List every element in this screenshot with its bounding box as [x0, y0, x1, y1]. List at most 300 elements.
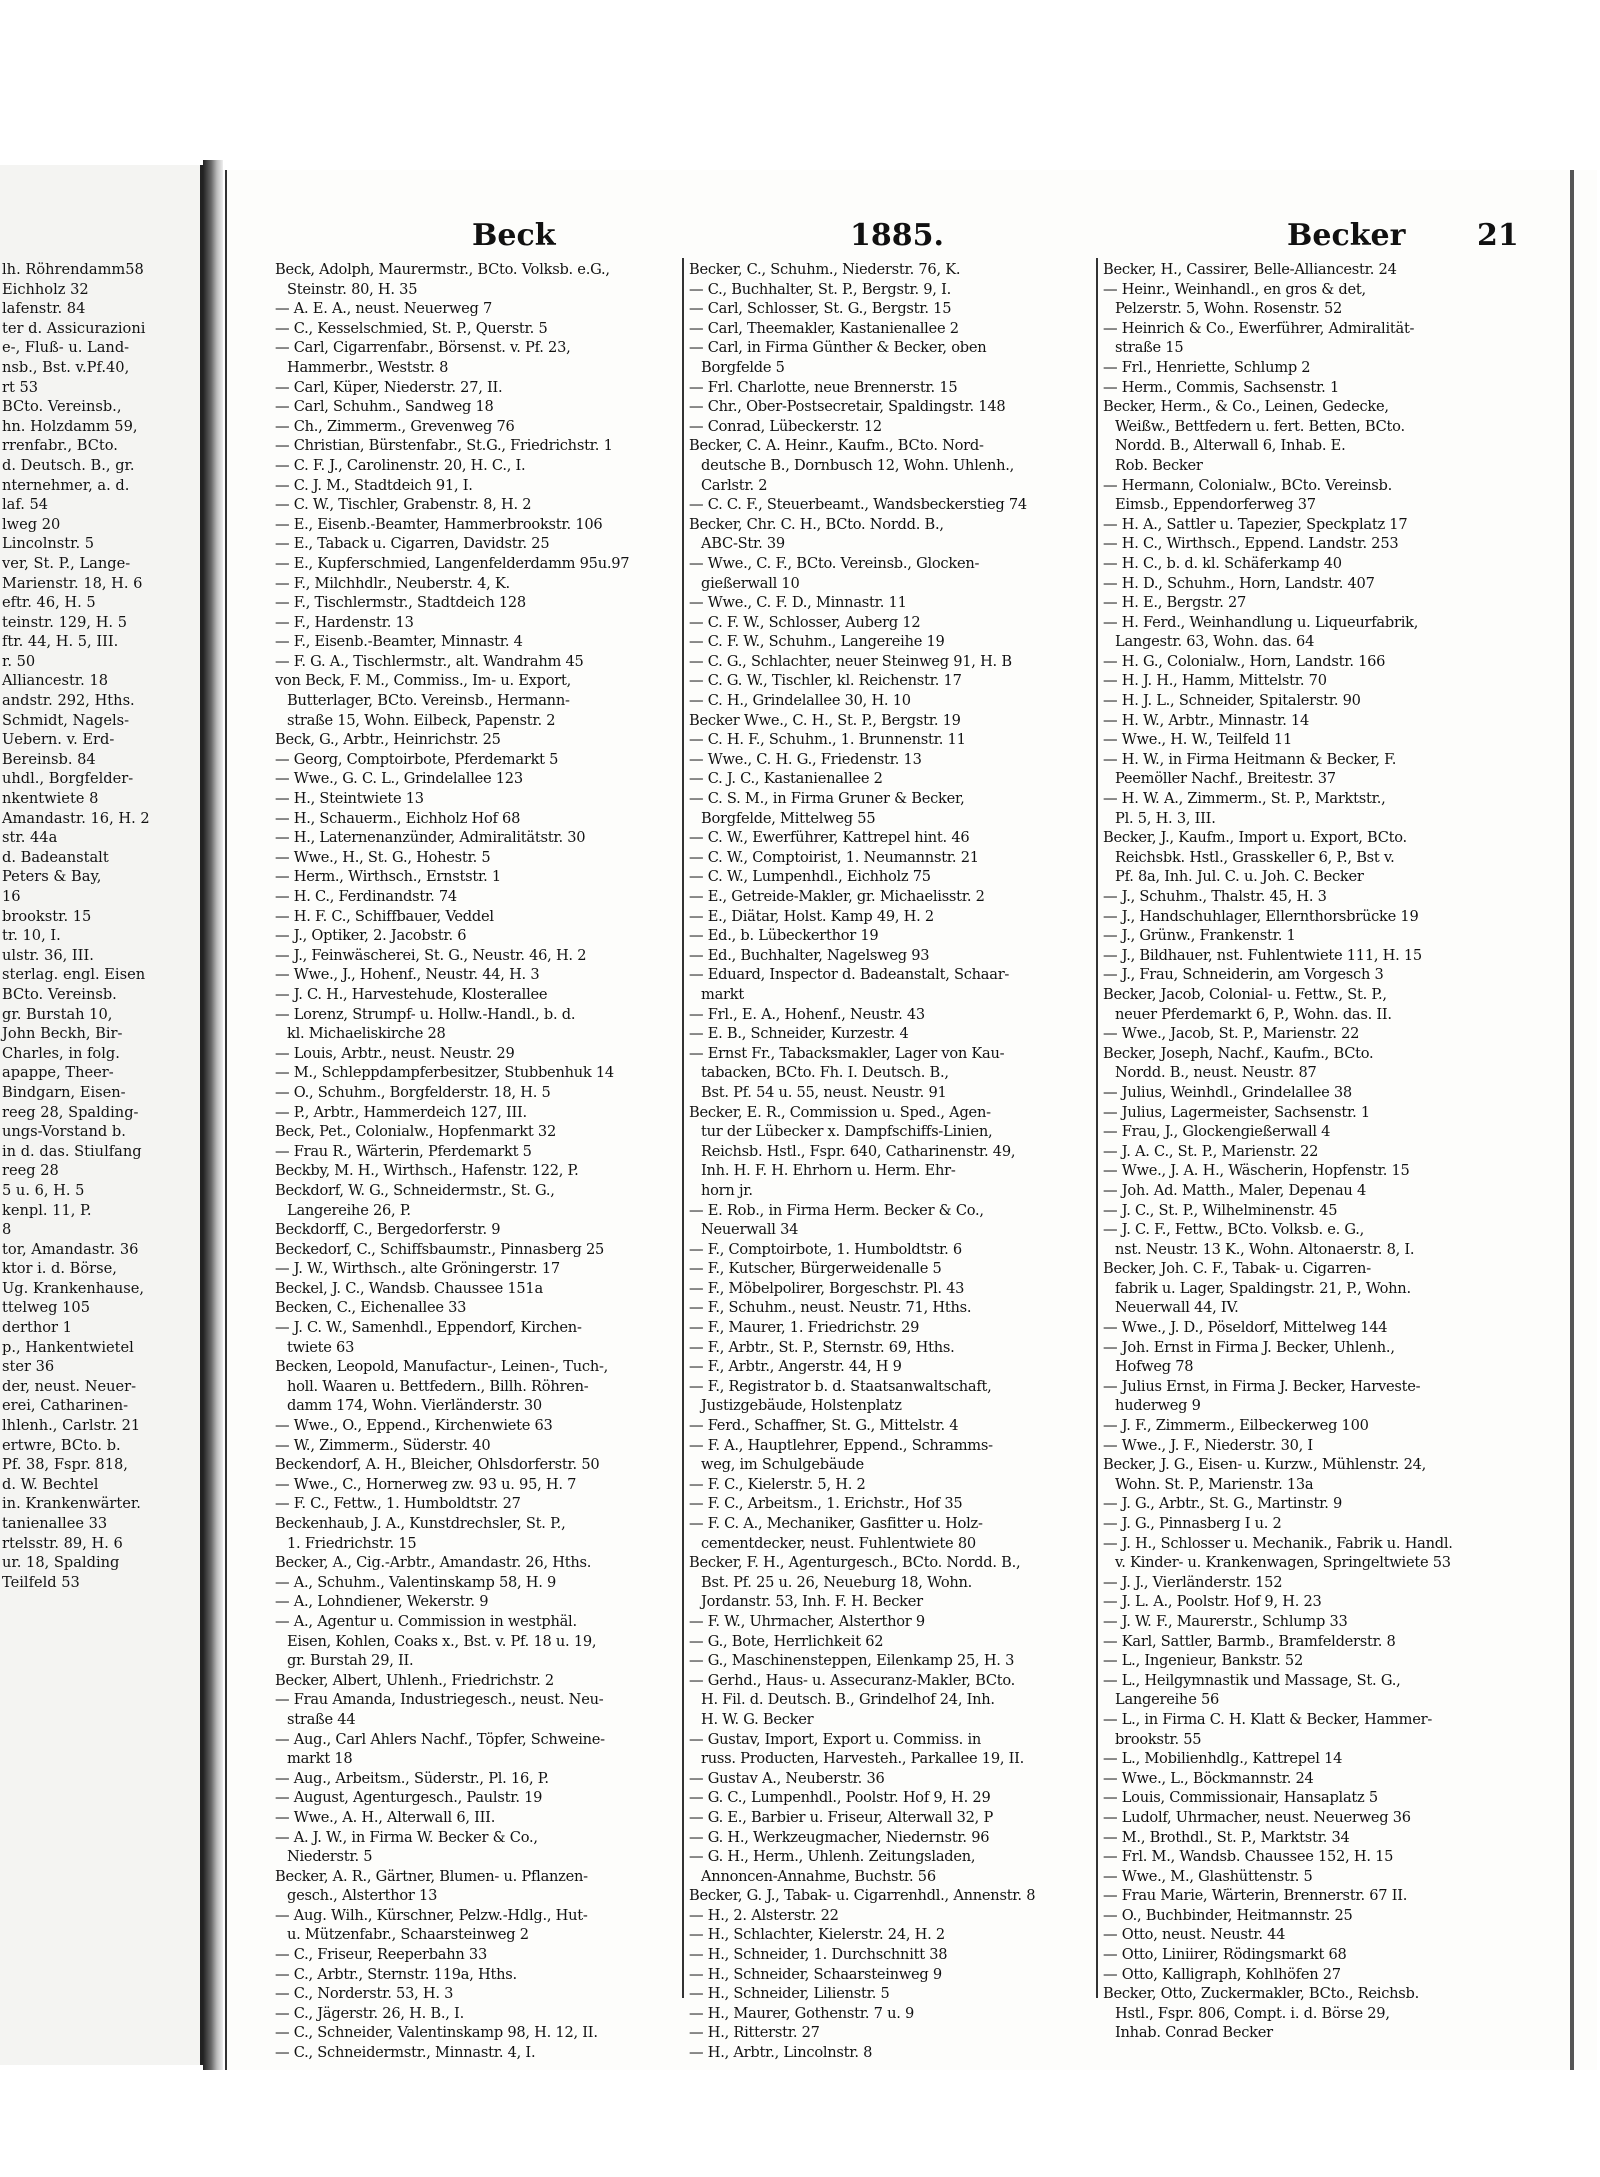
directory-entry: — Frl., Henriette, Schlump 2 — [1103, 358, 1311, 376]
directory-entry: — F., Eisenb.-Beamter, Minnastr. 4 — [275, 633, 523, 651]
directory-entry: — Wwe., L., Böckmannstr. 24 — [1103, 1769, 1314, 1787]
directory-entry: — Wwe., C. F. D., Minnastr. 11 — [689, 594, 907, 612]
entry-continuation: u. Mützenfabr., Schaarsteinweg 2 — [287, 1926, 529, 1944]
directory-entry: — E. Rob., in Firma Herm. Becker & Co., — [689, 1201, 984, 1219]
directory-entry: — Carl, Schuhm., Sandweg 18 — [275, 398, 494, 416]
directory-entry: — L., in Firma C. H. Klatt & Becker, Hammer- — [1103, 1710, 1433, 1728]
directory-entry: — F. W., Uhrmacher, Alsterthor 9 — [689, 1612, 925, 1630]
directory-entry: Beckedorf, C., Schiffsbaumstr., Pinnasberg 25 — [275, 1240, 605, 1258]
directory-entry: — F., Hardenstr. 13 — [275, 613, 414, 631]
entry-continuation: ABC-Str. 39 — [701, 535, 785, 553]
directory-entry: — J., Bildhauer, nst. Fuhlentwiete 111, H. 15 — [1103, 946, 1422, 964]
directory-entry: — H. W., in Firma Heitmann & Becker, F. — [1103, 750, 1397, 768]
directory-entry: — H. C., Wirthsch., Eppend. Landstr. 253 — [1103, 535, 1399, 553]
directory-entry: — Frl. Charlotte, neue Brennerstr. 15 — [689, 378, 958, 396]
fragment-line: e-, Fluß- u. Land- — [2, 339, 130, 357]
directory-entry: — G. C., Lumpenhdl., Poolstr. Hof 9, H. 29 — [689, 1789, 991, 1807]
directory-entry: — E., Eisenb.-Beamter, Hammerbrookstr. 106 — [275, 515, 603, 533]
fragment-line: ur. 18, Spalding — [2, 1554, 120, 1572]
entry-continuation: v. Kinder- u. Krankenwagen, Springeltwiete 53 — [1115, 1554, 1451, 1572]
fragment-line: andstr. 292, Hths. — [2, 692, 135, 710]
directory-entry: Beckby, M. H., Wirthsch., Hafenstr. 122, P. — [275, 1162, 579, 1180]
entry-continuation: holl. Waaren u. Bettfedern., Billh. Röhren- — [287, 1377, 589, 1395]
directory-entry: — G. H., Werkzeugmacher, Niedernstr. 96 — [689, 1828, 990, 1846]
fragment-line: gr. Burstah 10, — [2, 1005, 113, 1023]
directory-entry: — J., Schuhm., Thalstr. 45, H. 3 — [1103, 888, 1327, 905]
entry-continuation: Nordd. B., neust. Neustr. 87 — [1115, 1064, 1317, 1082]
fragment-line: Lincolnstr. 5 — [2, 535, 95, 553]
fragment-line: lweg 20 — [2, 515, 61, 533]
entry-continuation: horn jr. — [701, 1181, 753, 1199]
entry-continuation: Pf. 8a, Inh. Jul. C. u. Joh. C. Becker — [1115, 868, 1364, 886]
running-head-year: 1885. — [850, 218, 944, 253]
directory-entry: — Louis, Arbtr., neust. Neustr. 29 — [275, 1044, 515, 1062]
fragment-line: nternehmer, a. d. — [2, 476, 130, 494]
directory-entry: — Aug., Arbeitsm., Süderstr., Pl. 16, P. — [275, 1769, 549, 1787]
directory-entry: — Chr., Ober-Postsecretair, Spaldingstr. 148 — [689, 398, 1006, 416]
directory-entry: — G. H., Herm., Uhlenh. Zeitungsladen, — [689, 1848, 976, 1866]
directory-entry: — F. C., Arbeitsm., 1. Erichstr., Hof 35 — [689, 1495, 963, 1513]
directory-entry: Beck, Pet., Colonialw., Hopfenmarkt 32 — [275, 1123, 556, 1141]
directory-entry: Becker, E. R., Commission u. Sped., Agen- — [689, 1103, 991, 1121]
directory-entry: Becker, A. R., Gärtner, Blumen- u. Pflanzen- — [275, 1867, 588, 1885]
directory-entry: Becken, Leopold, Manufactur-, Leinen-, Tuch-, — [275, 1358, 609, 1376]
directory-entry: — H. Ferd., Weinhandlung u. Liqueurfabrik, — [1103, 613, 1419, 631]
directory-entry: von Beck, F. M., Commiss., Im- u. Export, — [275, 672, 571, 690]
fragment-line: reeg 28 — [2, 1162, 59, 1180]
directory-page — [225, 170, 1597, 2070]
fragment-line: lhlenh., Carlstr. 21 — [2, 1417, 141, 1435]
entry-continuation: Peemöller Nachf., Breitestr. 37 — [1115, 770, 1336, 788]
fragment-line: ktor i. d. Börse, — [2, 1260, 117, 1278]
fragment-line: eftr. 46, H. 5 — [2, 594, 96, 612]
directory-entry: — H., Schneider, Lilienstr. 5 — [689, 1985, 890, 2003]
entry-continuation: nst. Neustr. 13 K., Wohn. Altonaerstr. 8, I. — [1115, 1240, 1415, 1258]
directory-entry: — O., Buchbinder, Heitmannstr. 25 — [1103, 1906, 1353, 1924]
entry-continuation: Borgfelde, Mittelweg 55 — [701, 809, 876, 827]
fragment-line: BCto. Vereinsb. — [2, 985, 117, 1003]
entry-continuation: H. W. G. Becker — [701, 1710, 814, 1728]
directory-entry: — W., Zimmerm., Süderstr. 40 — [275, 1436, 491, 1454]
fragment-line: rrenfabr., BCto. — [2, 437, 118, 455]
directory-entry: — J., Optiker, 2. Jacobstr. 6 — [275, 927, 467, 945]
entry-continuation: straße 44 — [287, 1710, 356, 1728]
directory-entry: — P., Arbtr., Hammerdeich 127, III. — [275, 1103, 527, 1121]
fragment-line: d. Badeanstalt — [2, 848, 109, 866]
directory-entry: — H. D., Schuhm., Horn, Landstr. 407 — [1103, 574, 1375, 592]
entry-continuation: Bst. Pf. 54 u. 55, neust. Neustr. 91 — [701, 1083, 947, 1101]
fragment-line: ftr. 44, H. 5, III. — [2, 633, 119, 651]
fragment-line: ver, St. P., Lange- — [2, 554, 131, 572]
directory-entry: — Carl, in Firma Günther & Becker, oben — [689, 339, 987, 357]
directory-entry: Becker, J., Kaufm., Import u. Export, BCto. — [1103, 829, 1407, 847]
running-head-left: Beck — [472, 218, 556, 253]
entry-continuation: straße 15 — [1115, 339, 1184, 357]
fragment-line: Teilfeld 53 — [2, 1573, 80, 1591]
directory-entry: — C. H. F., Schuhm., 1. Brunnenstr. 11 — [689, 731, 966, 749]
fragment-line: Bindgarn, Eisen- — [2, 1083, 126, 1101]
fragment-line: ertwre, BCto. b. — [2, 1436, 121, 1454]
entry-continuation: tur der Lübecker x. Dampfschiffs-Linien, — [701, 1123, 993, 1141]
directory-entry: — J. W. F., Maurerstr., Schlump 33 — [1103, 1612, 1348, 1630]
directory-entry: Beckenhaub, J. A., Kunstdrechsler, St. P., — [275, 1515, 566, 1532]
fragment-line: Charles, in folg. — [2, 1044, 120, 1062]
directory-entry: — H., Steintwiete 13 — [275, 790, 424, 808]
directory-entry: — J. W., Wirthsch., alte Gröningerstr. 17 — [275, 1260, 560, 1278]
directory-entry: — O., Schuhm., Borgfelderstr. 18, H. 5 — [275, 1083, 551, 1101]
previous-page-text — [0, 260, 198, 1592]
entry-continuation: neuer Pferdemarkt 6, P., Wohn. das. II. — [1115, 1005, 1392, 1023]
directory-entry: — C. W., Lumpenhdl., Eichholz 75 — [689, 868, 931, 886]
directory-entry: Beck, G., Arbtr., Heinrichstr. 25 — [275, 731, 501, 749]
directory-entry: — J. C. H., Harvestehude, Klosterallee — [275, 985, 548, 1003]
fragment-line: ter d. Assicurazioni — [2, 319, 146, 337]
entry-continuation: Hammerbr., Weststr. 8 — [287, 358, 449, 376]
directory-entry: — Julius Ernst, in Firma J. Becker, Harveste- — [1103, 1377, 1421, 1395]
entry-continuation: Reichsb. Hstl., Fspr. 640, Catharinenstr. 49, — [701, 1142, 1016, 1160]
fragment-line: d. Deutsch. B., gr. — [2, 456, 135, 474]
entry-continuation: Steinstr. 80, H. 35 — [287, 280, 418, 298]
directory-entry: — C., Friseur, Reeperbahn 33 — [275, 1946, 488, 1964]
fragment-line: Alliancestr. 18 — [2, 672, 109, 690]
directory-entry: — Gustav, Import, Export u. Commiss. in — [689, 1730, 982, 1748]
directory-entry: — Carl, Schlosser, St. G., Bergstr. 15 — [689, 300, 952, 318]
directory-entry: — F., Arbtr., Angerstr. 44, H 9 — [689, 1358, 902, 1376]
directory-entry: — C. W., Tischler, Grabenstr. 8, H. 2 — [275, 496, 532, 514]
directory-entry: — J. J., Vierländerstr. 152 — [1103, 1573, 1283, 1591]
directory-entry: — Ernst Fr., Tabacksmakler, Lager von Kau- — [689, 1044, 1005, 1062]
directory-entry: — F., Tischlermstr., Stadtdeich 128 — [275, 594, 526, 612]
directory-entry: — G., Maschinensteppen, Eilenkamp 25, H. 3 — [689, 1652, 1015, 1670]
directory-entry: — Frau R., Wärterin, Pferdemarkt 5 — [275, 1142, 532, 1160]
directory-entry: — J. L. A., Poolstr. Hof 9, H. 23 — [1103, 1593, 1322, 1611]
directory-entry: Becker, G. J., Tabak- u. Cigarrenhdl., Annenstr. 8 — [689, 1887, 1036, 1905]
directory-entry: — H., Schlachter, Kielerstr. 24, H. 2 — [689, 1926, 945, 1944]
directory-entry: — G., Bote, Herrlichkeit 62 — [689, 1632, 884, 1650]
directory-entry: — Ed., b. Lübeckerthor 19 — [689, 927, 879, 945]
directory-entry: — H., Schauerm., Eichholz Hof 68 — [275, 809, 521, 827]
fragment-line: 5 u. 6, H. 5 — [2, 1181, 85, 1199]
entry-continuation: Neuerwall 44, IV. — [1115, 1299, 1239, 1317]
directory-entry: Becker, F. H., Agenturgesch., BCto. Nordd. B., — [689, 1554, 1021, 1572]
entry-continuation: Nordd. B., Alterwall 6, Inhab. E. — [1115, 437, 1346, 455]
directory-entry: Becker, Otto, Zuckermakler, BCto., Reichsb. — [1103, 1985, 1419, 2003]
directory-entry: — Wwe., J. F., Niederstr. 30, I — [1103, 1436, 1313, 1454]
directory-entry: — Gustav A., Neuberstr. 36 — [689, 1769, 885, 1787]
directory-entry: — C. C. F., Steuerbeamt., Wandsbeckerstieg 74 — [689, 496, 1027, 514]
entry-continuation: Pelzerstr. 5, Wohn. Rosenstr. 52 — [1115, 300, 1343, 318]
directory-entry: Becken, C., Eichenallee 33 — [275, 1299, 467, 1317]
directory-entry: — M., Schleppdampferbesitzer, Stubbenhuk 14 — [275, 1064, 614, 1082]
directory-entry: — H., Schneider, Schaarsteinweg 9 — [689, 1965, 942, 1983]
directory-entry: — Herm., Commis, Sachsenstr. 1 — [1103, 378, 1339, 396]
fragment-line: rtelsstr. 89, H. 6 — [2, 1534, 123, 1552]
entry-continuation: cementdecker, neust. Fuhlentwiete 80 — [701, 1534, 976, 1552]
fragment-line: 16 — [2, 888, 21, 905]
directory-entry: — H., Schneider, 1. Durchschnitt 38 — [689, 1946, 948, 1964]
directory-entry: — A., Lohndiener, Wekerstr. 9 — [275, 1593, 489, 1611]
fragment-line: brookstr. 15 — [2, 907, 92, 925]
directory-entry: — A., Schuhm., Valentinskamp 58, H. 9 — [275, 1573, 557, 1591]
fragment-line: laf. 54 — [2, 496, 49, 514]
entry-continuation: Eimsb., Eppendorferweg 37 — [1115, 496, 1316, 514]
directory-entry: — Karl, Sattler, Barmb., Bramfelderstr. 8 — [1103, 1632, 1396, 1650]
directory-entry: — Frau, J., Glockengießerwall 4 — [1103, 1123, 1331, 1141]
directory-entry: — Wwe., C. H. G., Friedenstr. 13 — [689, 750, 922, 768]
page-number: 21 — [1477, 218, 1519, 253]
entry-continuation: Inh. H. F. H. Ehrhorn u. Herm. Ehr- — [701, 1162, 956, 1180]
entry-continuation: markt 18 — [287, 1750, 353, 1768]
entry-continuation: damm 174, Wohn. Vierländerstr. 30 — [287, 1397, 542, 1415]
directory-entry: — Frau Marie, Wärterin, Brennerstr. 67 II. — [1103, 1887, 1408, 1905]
column-2 — [689, 260, 1089, 2062]
directory-entry: — J. G., Arbtr., St. G., Martinstr. 9 — [1103, 1495, 1343, 1513]
directory-entry: — H. J. L., Schneider, Spitalerstr. 90 — [1103, 692, 1361, 710]
directory-entry: — Wwe., G. C. L., Grindelallee 123 — [275, 770, 523, 788]
directory-entry: — Wwe., C. F., BCto. Vereinsb., Glocken- — [689, 554, 980, 572]
fragment-line: nkentwiete 8 — [2, 790, 99, 808]
directory-entry: — Wwe., H. W., Teilfeld 11 — [1103, 731, 1292, 749]
directory-entry: — Heinr., Weinhandl., en gros & det, — [1103, 280, 1366, 298]
directory-entry: — Carl, Cigarrenfabr., Börsenst. v. Pf. 23, — [275, 339, 571, 357]
directory-entry: — H., 2. Alsterstr. 22 — [689, 1906, 839, 1924]
directory-entry: — F. C., Kielerstr. 5, H. 2 — [689, 1475, 866, 1493]
directory-entry: Becker, Jacob, Colonial- u. Fettw., St. P., — [1103, 985, 1387, 1003]
entry-continuation: deutsche B., Dornbusch 12, Wohn. Uhlenh., — [701, 456, 1015, 474]
directory-entry: — J., Grünw., Frankenstr. 1 — [1103, 927, 1296, 945]
entry-continuation: Butterlager, BCto. Vereinsb., Hermann- — [287, 692, 570, 710]
directory-entry: — Ed., Buchhalter, Nagelsweg 93 — [689, 946, 930, 964]
directory-entry: — C. F. W., Schlosser, Auberg 12 — [689, 613, 921, 631]
directory-entry: Beckel, J. C., Wandsb. Chaussee 151a — [275, 1279, 543, 1297]
directory-entry: — A. E. A., neust. Neuerweg 7 — [275, 300, 493, 318]
running-head-right: Becker — [1287, 218, 1406, 253]
directory-entry: — H. W. A., Zimmerm., St. P., Marktstr., — [1103, 790, 1386, 808]
fragment-line: Marienstr. 18, H. 6 — [2, 574, 143, 592]
directory-entry: — Wwe., J. D., Pöseldorf, Mittelweg 144 — [1103, 1319, 1388, 1337]
directory-entry: — Conrad, Lübeckerstr. 12 — [689, 417, 882, 435]
directory-entry: — Christian, Bürstenfabr., St.G., Friedrichstr. 1 — [275, 437, 613, 455]
entry-continuation: tabacken, BCto. Fh. I. Deutsch. B., — [701, 1064, 949, 1082]
entry-continuation: Wohn. St. P., Marienstr. 13a — [1115, 1475, 1314, 1493]
entry-continuation: kl. Michaeliskirche 28 — [287, 1025, 446, 1043]
book-gutter — [203, 160, 223, 2070]
directory-entry: — C. J. M., Stadtdeich 91, I. — [275, 476, 473, 494]
fragment-line: ulstr. 36, III. — [2, 946, 94, 964]
directory-entry: — F., Schuhm., neust. Neustr. 71, Hths. — [689, 1299, 972, 1317]
directory-entry: — J. C., St. P., Wilhelminenstr. 45 — [1103, 1201, 1338, 1219]
directory-entry: — F., Möbelpolirer, Borgeschstr. Pl. 43 — [689, 1279, 965, 1297]
directory-entry: — C. F. J., Carolinenstr. 20, H. C., I. — [275, 456, 526, 474]
entry-continuation: Borgfelde 5 — [701, 358, 785, 376]
fragment-line: 8 — [2, 1221, 12, 1239]
entry-continuation: Annoncen-Annahme, Buchstr. 56 — [701, 1867, 936, 1885]
directory-entry: — H. C., b. d. kl. Schäferkamp 40 — [1103, 554, 1342, 572]
directory-entry: — H. G., Colonialw., Horn, Landstr. 166 — [1103, 652, 1386, 670]
directory-entry: — C. J. C., Kastanienallee 2 — [689, 770, 883, 788]
directory-entry: — Wwe., C., Hornerweg zw. 93 u. 95, H. 7 — [275, 1475, 577, 1493]
directory-entry: — Carl, Küper, Niederstr. 27, II. — [275, 378, 503, 396]
directory-entry: — Aug. Wilh., Kürschner, Pelzw.-Hdlg., Hut- — [275, 1906, 588, 1924]
fragment-line: teinstr. 129, H. 5 — [2, 613, 127, 631]
directory-entry: — M., Brothdl., St. P., Marktstr. 34 — [1103, 1828, 1350, 1846]
entry-continuation: Langereihe 56 — [1115, 1691, 1220, 1709]
fragment-line: Amandastr. 16, H. 2 — [2, 809, 150, 827]
directory-entry: — Ludolf, Uhrmacher, neust. Neuerweg 36 — [1103, 1808, 1411, 1826]
directory-entry: — August, Agenturgesch., Paulstr. 19 — [275, 1789, 543, 1807]
directory-entry: — H., Ritterstr. 27 — [689, 2024, 820, 2042]
directory-entry: — H., Laternenanzünder, Admiralitätstr. 30 — [275, 829, 586, 847]
fragment-line: nsb., Bst. v.Pf.40, — [2, 358, 130, 376]
directory-entry: — H. F. C., Schiffbauer, Veddel — [275, 907, 494, 925]
directory-entry: — Hermann, Colonialw., BCto. Vereinsb. — [1103, 476, 1393, 494]
directory-entry: — F. C., Fettw., 1. Humboldtstr. 27 — [275, 1495, 521, 1513]
directory-entry: Becker, A., Cig.-Arbtr., Amandastr. 26, Hths. — [275, 1554, 592, 1572]
directory-entry: — J., Feinwäscherei, St. G., Neustr. 46, H. 2 — [275, 946, 587, 964]
fragment-line: Ug. Krankenhause, — [2, 1279, 145, 1297]
column-divider — [682, 258, 684, 1998]
entry-continuation: Justizgebäude, Holstenplatz — [701, 1397, 902, 1415]
directory-entry: — Frl. M., Wandsb. Chaussee 152, H. 15 — [1103, 1848, 1394, 1866]
directory-entry: — Wwe., O., Eppend., Kirchenwiete 63 — [275, 1417, 553, 1435]
directory-entry: — Wwe., A. H., Alterwall 6, III. — [275, 1808, 496, 1826]
directory-entry: — C. G. W., Tischler, kl. Reichenstr. 17 — [689, 672, 962, 690]
directory-entry: — C., Schneider, Valentinskamp 98, H. 12, II. — [275, 2024, 598, 2042]
directory-entry: Becker, J. G., Eisen- u. Kurzw., Mühlenstr. 24, — [1103, 1456, 1427, 1474]
directory-entry: — E., Kupferschmied, Langenfelderdamm 95u.97 — [275, 554, 630, 572]
fragment-line: sterlag. engl. Eisen — [2, 966, 146, 984]
directory-entry: — Frl., E. A., Hohenf., Neustr. 43 — [689, 1005, 925, 1023]
directory-entry: — J., Frau, Schneiderin, am Vorgesch 3 — [1103, 966, 1384, 984]
directory-entry: — Wwe., M., Glashüttenstr. 5 — [1103, 1867, 1313, 1885]
directory-entry: — G. E., Barbier u. Friseur, Alterwall 32, P — [689, 1808, 994, 1826]
directory-entry: — H., Maurer, Gothenstr. 7 u. 9 — [689, 2004, 915, 2022]
fragment-line: apappe, Theer- — [2, 1064, 114, 1082]
directory-entry: Becker, Joh. C. F., Tabak- u. Cigarren- — [1103, 1260, 1371, 1278]
directory-entry: — F., Kutscher, Bürgerweidenalle 5 — [689, 1260, 942, 1278]
directory-entry: — Wwe., J., Hohenf., Neustr. 44, H. 3 — [275, 966, 540, 984]
fragment-line: John Beckh, Bir- — [2, 1025, 123, 1043]
fragment-line: reeg 28, Spalding- — [2, 1103, 139, 1121]
entry-continuation: Carlstr. 2 — [701, 476, 768, 494]
directory-entry: — L., Mobilienhdlg., Kattrepel 14 — [1103, 1750, 1343, 1768]
fragment-line: ster 36 — [2, 1358, 55, 1376]
entry-continuation: straße 15, Wohn. Eilbeck, Papenstr. 2 — [287, 711, 556, 729]
directory-entry: — J. H., Schlosser u. Mechanik., Fabrik u. Handl. — [1103, 1534, 1453, 1552]
entry-continuation: fabrik u. Lager, Spaldingstr. 21, P., Wohn. — [1115, 1279, 1411, 1297]
directory-entry: Becker, H., Cassirer, Belle-Alliancestr. 24 — [1103, 261, 1397, 278]
directory-entry: — F. A., Hauptlehrer, Eppend., Schramms- — [689, 1436, 993, 1454]
entry-continuation: Inhab. Conrad Becker — [1115, 2024, 1273, 2042]
directory-entry: — L., Heilgymnastik und Massage, St. G., — [1103, 1671, 1401, 1689]
directory-entry: — Ch., Zimmerm., Grevenweg 76 — [275, 417, 515, 435]
directory-entry: — E. B., Schneider, Kurzestr. 4 — [689, 1025, 909, 1043]
directory-entry: — Wwe., J. A. H., Wäscherin, Hopfenstr. 15 — [1103, 1162, 1410, 1180]
directory-entry: — J. F., Zimmerm., Eilbeckerweg 100 — [1103, 1417, 1369, 1435]
entry-continuation: 1. Friedrichstr. 15 — [287, 1534, 417, 1552]
column-3 — [1103, 260, 1503, 2042]
fragment-line: tor, Amandastr. 36 — [2, 1240, 139, 1258]
entry-continuation: Langereihe 26, P. — [287, 1201, 411, 1219]
directory-entry: — E., Diätar, Holst. Kamp 49, H. 2 — [689, 907, 934, 925]
directory-entry: — C., Norderstr. 53, H. 3 — [275, 1985, 454, 2003]
directory-entry: — Wwe., H., St. G., Hohestr. 5 — [275, 848, 491, 866]
fragment-line: r. 50 — [2, 652, 36, 670]
directory-entry: — C. W., Comptoirist, 1. Neumannstr. 21 — [689, 848, 979, 866]
directory-entry: — F., Comptoirbote, 1. Humboldtstr. 6 — [689, 1240, 962, 1258]
entry-continuation: gesch., Alsterthor 13 — [287, 1887, 438, 1905]
directory-entry: — Herm., Wirthsch., Ernststr. 1 — [275, 868, 501, 886]
directory-entry: — A. J. W., in Firma W. Becker & Co., — [275, 1828, 538, 1846]
directory-entry: — F., Maurer, 1. Friedrichstr. 29 — [689, 1319, 920, 1337]
entry-continuation: russ. Producten, Harvesteh., Parkallee 19, II. — [701, 1750, 1025, 1768]
fragment-line: str. 44a — [2, 829, 58, 847]
directory-entry: — F., Milchhdlr., Neuberstr. 4, K. — [275, 574, 510, 592]
directory-entry: — J. G., Pinnasberg I u. 2 — [1103, 1515, 1282, 1532]
directory-entry: — E., Taback u. Cigarren, Davidstr. 25 — [275, 535, 550, 553]
fragment-line: kenpl. 11, P. — [2, 1201, 92, 1219]
directory-entry: — Ferd., Schaffner, St. G., Mittelstr. 4 — [689, 1417, 959, 1435]
directory-entry: — Otto, neust. Neustr. 44 — [1103, 1926, 1286, 1944]
entry-continuation: Weißw., Bettfedern u. fert. Betten, BCto. — [1115, 417, 1405, 435]
entry-continuation: Bst. Pf. 25 u. 26, Neueburg 18, Wohn. — [701, 1573, 973, 1591]
directory-entry: — C., Jägerstr. 26, H. B., I. — [275, 2004, 464, 2022]
directory-entry: — C., Buchhalter, St. P., Bergstr. 9, I. — [689, 280, 951, 298]
fragment-line: d. W. Bechtel — [2, 1475, 99, 1493]
entry-continuation: Hofweg 78 — [1115, 1358, 1194, 1376]
entry-continuation: Pl. 5, H. 3, III. — [1115, 809, 1216, 827]
entry-continuation: Jordanstr. 53, Inh. F. H. Becker — [701, 1593, 923, 1611]
directory-entry: — Joh. Ernst in Firma J. Becker, Uhlenh., — [1103, 1338, 1395, 1356]
directory-entry: — Georg, Comptoirbote, Pferdemarkt 5 — [275, 750, 559, 768]
directory-entry: — Aug., Carl Ahlers Nachf., Töpfer, Schweine- — [275, 1730, 605, 1748]
directory-entry: — Julius, Lagermeister, Sachsenstr. 1 — [1103, 1103, 1370, 1121]
directory-entry: — Carl, Theemakler, Kastanienallee 2 — [689, 319, 959, 337]
directory-entry: Becker, Albert, Uhlenh., Friedrichstr. 2 — [275, 1671, 554, 1689]
directory-entry: — J. C. F., Fettw., BCto. Volksb. e. G., — [1103, 1221, 1365, 1239]
directory-entry: — Joh. Ad. Matth., Maler, Depenau 4 — [1103, 1181, 1366, 1199]
fragment-line: derthor 1 — [2, 1319, 72, 1337]
directory-entry: — L., Ingenieur, Bankstr. 52 — [1103, 1652, 1303, 1670]
directory-entry: Beck, Adolph, Maurermstr., BCto. Volksb. e.G., — [275, 261, 610, 278]
fragment-line: lafenstr. 84 — [2, 300, 86, 318]
entry-continuation: Reichsbk. Hstl., Grasskeller 6, P., Bst v. — [1115, 848, 1395, 866]
entry-continuation: Hstl., Fspr. 806, Compt. i. d. Börse 29, — [1115, 2004, 1390, 2022]
fragment-line: uhdl., Borgfelder- — [2, 770, 134, 788]
directory-entry: Becker Wwe., C. H., St. P., Bergstr. 19 — [689, 711, 961, 729]
entry-continuation: brookstr. 55 — [1115, 1730, 1202, 1748]
directory-entry: — Lorenz, Strumpf- u. Hollw.-Handl., b. d. — [275, 1005, 576, 1023]
fragment-line: der, neust. Neuer- — [2, 1377, 137, 1395]
directory-entry: Beckdorf, W. G., Schneidermstr., St. G., — [275, 1181, 555, 1199]
directory-entry: — C., Kesselschmied, St. P., Querstr. 5 — [275, 319, 548, 337]
entry-continuation: Rob. Becker — [1115, 456, 1203, 474]
directory-entry: Becker, Chr. C. H., BCto. Nordd. B., — [689, 515, 944, 533]
entry-continuation: Eisen, Kohlen, Coaks x., Bst. v. Pf. 18 u. 19, — [287, 1632, 597, 1650]
previous-page-edge — [0, 165, 203, 2065]
directory-entry: — Heinrich & Co., Ewerführer, Admiralität- — [1103, 319, 1415, 337]
directory-entry: — E., Getreide-Makler, gr. Michaelisstr. 2 — [689, 888, 985, 905]
entry-continuation: Niederstr. 5 — [287, 1848, 373, 1866]
directory-entry: — H. C., Ferdinandstr. 74 — [275, 888, 457, 905]
directory-entry: Beckendorf, A. H., Bleicher, Ohlsdorferstr. 50 — [275, 1456, 600, 1474]
column-divider — [1096, 258, 1098, 1998]
directory-entry: — J., Handschuhlager, Ellernthorsbrücke 19 — [1103, 907, 1419, 925]
directory-entry: — C. W., Ewerführer, Kattrepel hint. 46 — [689, 829, 970, 847]
directory-entry: — H., Arbtr., Lincolnstr. 8 — [689, 2044, 873, 2062]
fragment-line: erei, Catharinen- — [2, 1397, 129, 1415]
directory-entry: — F., Arbtr., St. P., Sternstr. 69, Hths. — [689, 1338, 955, 1356]
